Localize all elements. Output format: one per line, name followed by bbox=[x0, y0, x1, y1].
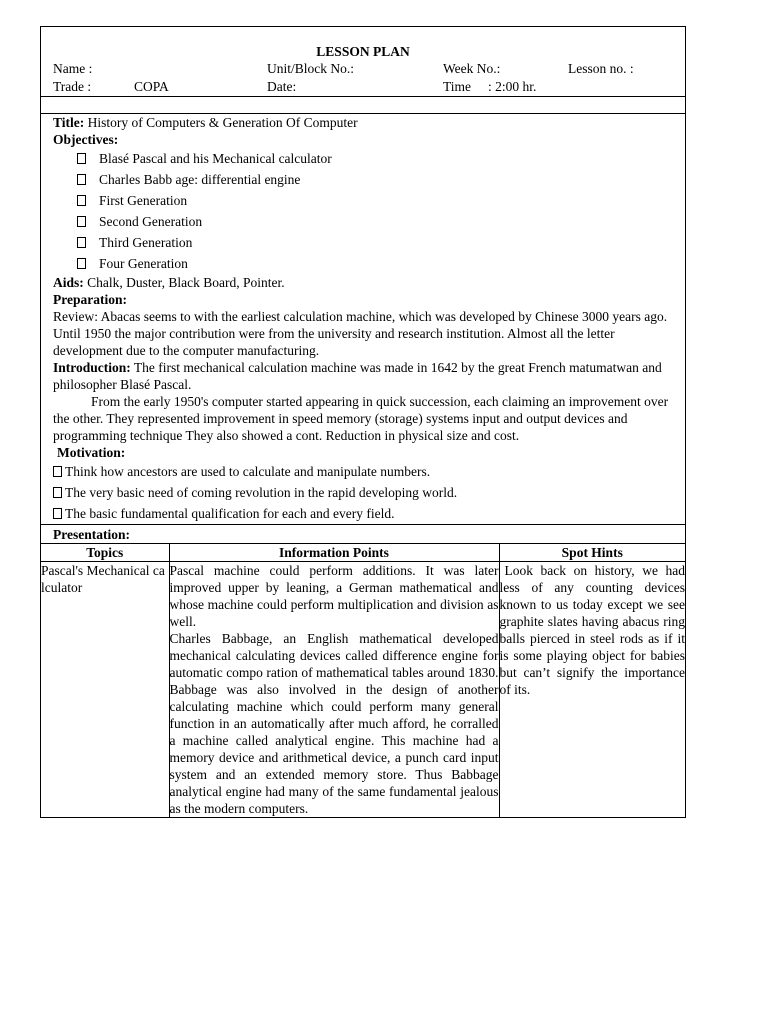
bullet-box-icon bbox=[53, 466, 62, 477]
bullet-box-icon bbox=[77, 153, 86, 164]
bullet-box-icon bbox=[77, 195, 86, 206]
list-item: Blasé Pascal and his Mechanical calculator bbox=[53, 148, 673, 169]
lesson-body bbox=[41, 114, 685, 524]
unit-block-label: Unit/Block No.: bbox=[267, 61, 354, 76]
list-item: Third Generation bbox=[53, 232, 673, 253]
bullet-box-icon bbox=[77, 174, 86, 185]
information-cell bbox=[169, 562, 499, 818]
lesson-no-label: Lesson no. : bbox=[568, 61, 634, 76]
title-value: History of Computers & Generation Of Computer bbox=[87, 115, 358, 130]
preparation-heading: Preparation: bbox=[53, 292, 127, 307]
title-label: Title: bbox=[53, 115, 85, 130]
list-item: First Generation bbox=[53, 190, 673, 211]
trade-value: COPA bbox=[134, 79, 169, 94]
list-item: Second Generation bbox=[53, 211, 673, 232]
introduction-line bbox=[53, 359, 673, 393]
bullet-box-icon bbox=[77, 237, 86, 248]
topic-cell: Pascal's Mechanical calculator bbox=[41, 562, 169, 818]
week-label: Week No.: bbox=[443, 61, 501, 76]
aids-line bbox=[53, 274, 673, 291]
table-row bbox=[41, 562, 685, 818]
lesson-plan-title: LESSON PLAN bbox=[316, 44, 410, 59]
column-header-topics: Topics bbox=[41, 544, 169, 562]
bullet-box-icon bbox=[53, 508, 62, 519]
bullet-box-icon bbox=[53, 487, 62, 498]
list-item: The basic fundamental qualification for each and every field. bbox=[53, 503, 673, 524]
intro-paragraph: From the early 1950's computer started appearing in quick succession, each claiming an improvement over the other. They represented improvement in speed memory (storage) systems input and output devices and programming technique They also showed a cont. Reduction in physical size and cost. bbox=[53, 394, 669, 443]
objectives-heading: Objectives: bbox=[53, 132, 119, 147]
column-header-information-points: Information Points bbox=[169, 544, 499, 562]
trade-label: Trade : bbox=[53, 79, 92, 94]
introduction-text: The first mechanical calculation machine was made in 1642 by the great French matumatwan and philosopher Blasé Pascal. bbox=[53, 360, 662, 392]
list-item: Charles Babb age: differential engine bbox=[53, 169, 673, 190]
introduction-label: Introduction: bbox=[53, 360, 131, 375]
information-paragraph: Pascal machine could perform additions. It was later improved upper by leaning, a German mathematical and whose machine could perform multiplication and division as well. bbox=[169, 563, 499, 629]
list-item: The very basic need of coming revolution in the rapid developing world. bbox=[53, 482, 673, 503]
list-item: Think how ancestors are used to calculate and manipulate numbers. bbox=[53, 461, 673, 482]
lesson-plan-header bbox=[41, 27, 685, 97]
spot-hint-cell bbox=[499, 562, 685, 818]
motivation-heading: Motivation: bbox=[57, 445, 126, 460]
column-header-spot-hints: Spot Hints bbox=[499, 544, 685, 562]
presentation-row bbox=[41, 524, 685, 543]
title-line bbox=[53, 114, 673, 131]
time-value: : 2:00 hr. bbox=[488, 79, 537, 94]
table-header-row bbox=[41, 544, 685, 562]
bullet-box-icon bbox=[77, 216, 86, 227]
aids-value: Chalk, Duster, Black Board, Pointer. bbox=[87, 275, 285, 290]
motivation-list bbox=[53, 461, 673, 524]
objectives-list bbox=[53, 148, 673, 274]
presentation-table bbox=[41, 543, 685, 817]
date-label: Date: bbox=[267, 79, 297, 94]
presentation-heading: Presentation: bbox=[53, 527, 130, 542]
name-label: Name : bbox=[53, 61, 93, 76]
lesson-plan-frame bbox=[40, 26, 686, 818]
time-label: Time bbox=[443, 79, 472, 94]
review-text: Review: Abacas seems to with the earliest calculation machine, which was developed by Chinese 3000 years ago. Until 1950 the major contribution were from the university and research institution. Almost all the letter development due to the computer manufacturing. bbox=[53, 309, 668, 358]
list-item: Four Generation bbox=[53, 253, 673, 274]
bullet-box-icon bbox=[77, 258, 86, 269]
spot-hint-text: Look back on history, we had less of any counting devices known to us today except we see graphite slates having abacus ring balls pierced in steel rods as if it is some playing object for babies but can’t signify the importance of its. bbox=[499, 563, 685, 697]
information-paragraph: Charles Babbage, an English mathematical developed mechanical calculating devices called difference engine for automatic compo ration of mathematical tables around 1830. Babbage was also involved in the design of another calculating machine which could perform many general function in an automatically after much afford, he corralled a machine called analytical engine. This machine had a memory device and arithmetical device, a punch card input system and an extended memory store. Thus Babbage analytical engine had many of the same fundamental jealous as the modern computers. bbox=[169, 631, 499, 816]
aids-label: Aids: bbox=[53, 275, 84, 290]
spacer-row bbox=[41, 97, 685, 114]
